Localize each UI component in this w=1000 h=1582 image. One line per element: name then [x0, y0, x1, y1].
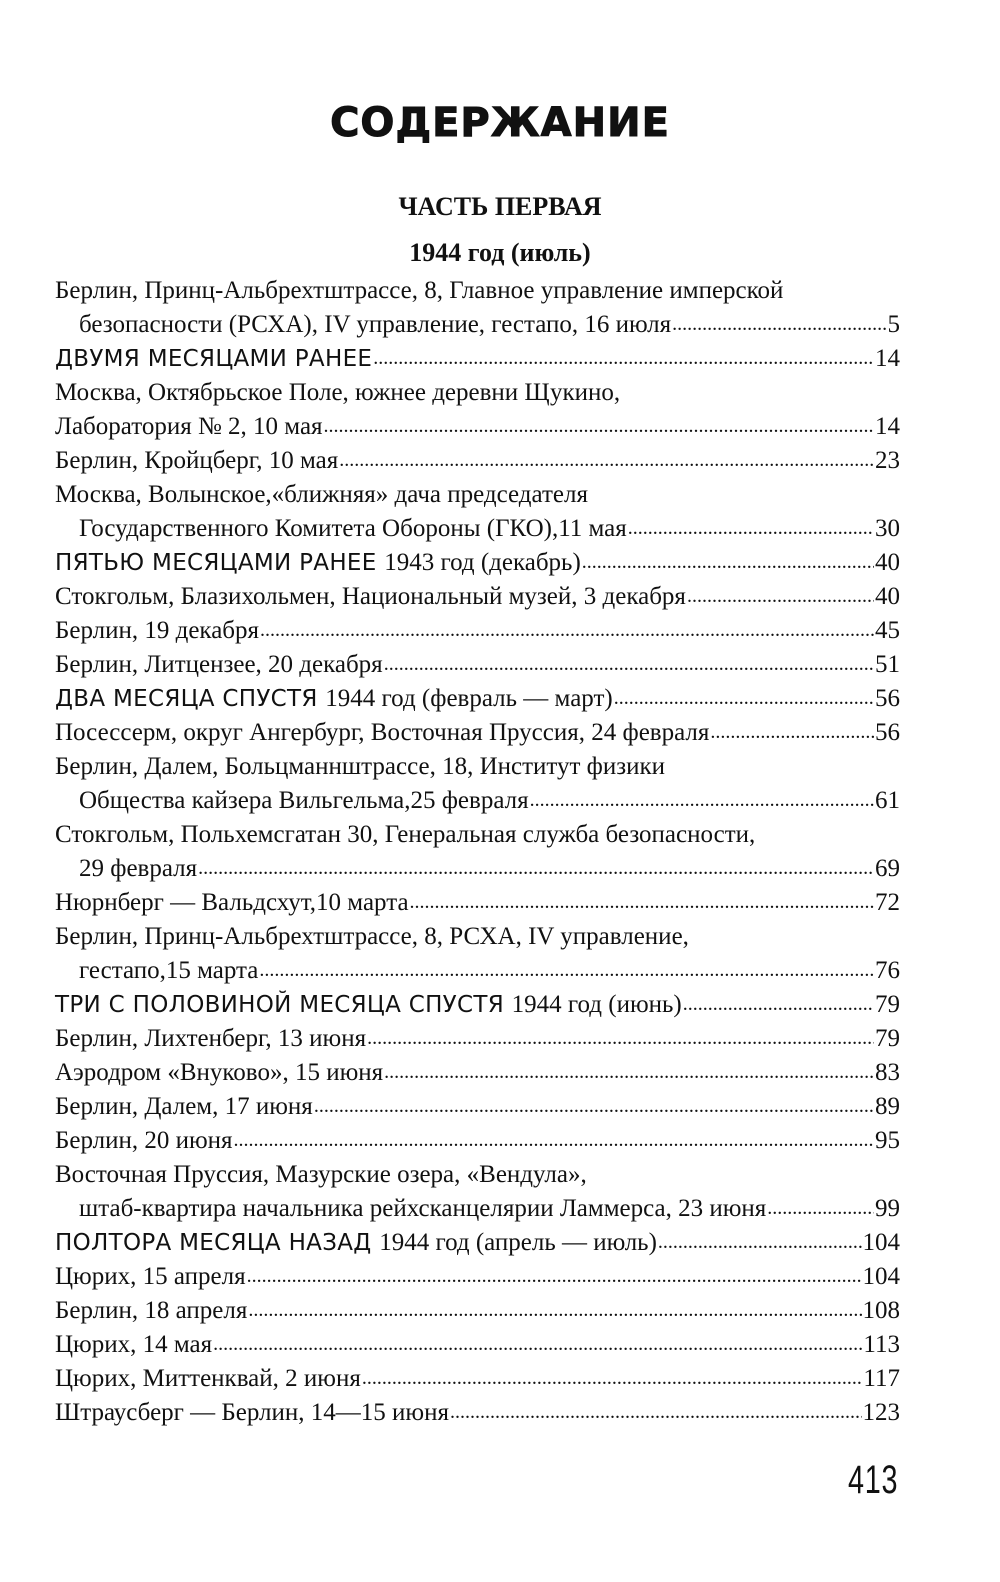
toc-section-text: [55, 988, 682, 1022]
dot-leader: [362, 1360, 863, 1395]
toc-entry-text: Цюрих, 14 мая: [55, 1331, 213, 1358]
toc-section: [55, 342, 900, 376]
dot-leader: [582, 544, 874, 579]
toc-entry-text: гестапо,15 марта: [79, 957, 259, 984]
page-title: СОДЕРЖАНИЕ: [330, 100, 670, 146]
toc-entry: [55, 478, 900, 512]
dot-leader: [198, 850, 874, 885]
toc-page-number: 23: [875, 447, 900, 474]
toc-entry: [55, 818, 900, 852]
dot-leader: [367, 1020, 874, 1055]
toc-section: [55, 546, 900, 580]
toc-entry-text: Лаборатория № 2, 10 мая: [55, 413, 323, 440]
dot-leader: [248, 1292, 861, 1327]
toc-section-title: ПЯТЬЮ МЕСЯЦАМИ РАНЕЕ: [55, 550, 377, 576]
toc-page-number: 14: [875, 345, 900, 372]
part-heading: ЧАСТЬ ПЕРВАЯ: [398, 192, 602, 221]
toc-entry-text: Берлин, Кройцберг, 10 мая: [55, 447, 339, 474]
toc-entry: [55, 410, 900, 444]
toc-entry-text: Берлин, Лихтенберг, 13 июня: [55, 1025, 367, 1052]
dot-leader: [672, 306, 886, 341]
toc-entry: [55, 852, 900, 886]
toc-entry-text: 29 февраля: [79, 855, 198, 882]
toc-page-number: 83: [875, 1059, 900, 1086]
toc-page-number: 123: [862, 1399, 900, 1426]
toc-entry: [55, 308, 900, 342]
toc-page-number: 56: [875, 685, 900, 712]
dot-leader: [384, 646, 874, 681]
dot-leader: [259, 952, 874, 987]
dot-leader: [710, 714, 874, 749]
toc-page-number: 113: [863, 1331, 900, 1358]
table-of-contents: [55, 274, 900, 1430]
dot-leader: [687, 578, 874, 613]
toc-entry: [55, 954, 900, 988]
toc-page-number: 30: [875, 515, 900, 542]
dot-leader: [324, 408, 874, 443]
toc-section-year: 1944 год (июнь): [511, 991, 682, 1018]
toc-entry: [55, 444, 900, 478]
toc-page-number: 61: [875, 787, 900, 814]
dot-leader: [628, 510, 874, 545]
dot-leader: [614, 680, 874, 715]
toc-entry-text: Восточная Пруссия, Мазурские озера, «Вендула»,: [55, 1161, 587, 1188]
toc-page-number: 89: [875, 1093, 900, 1120]
toc-entry: [55, 1396, 900, 1430]
toc-entry-text: Берлин, Далем, Больцманнштрассе, 18, Институт физики: [55, 753, 666, 780]
dot-leader: [260, 612, 874, 647]
toc-entry-text: Берлин, 20 июня: [55, 1127, 233, 1154]
dot-leader: [247, 1258, 862, 1293]
toc-page-number: 5: [887, 311, 900, 338]
toc-entry: [55, 274, 900, 308]
toc-entry-text: Штраусберг — Берлин, 14—15 июня: [55, 1399, 449, 1426]
toc-entry: [55, 512, 900, 546]
toc-page-number: 104: [862, 1263, 900, 1290]
toc-entry-text: Берлин, Литцензее, 20 декабря: [55, 651, 383, 678]
toc-section-year: 1944 год (апрель — июль): [379, 1229, 657, 1256]
dot-leader: [683, 986, 874, 1021]
toc-entry: [55, 1192, 900, 1226]
toc-page-number: 95: [875, 1127, 900, 1154]
toc-page-number: 117: [863, 1365, 900, 1392]
toc-entry-text: безопасности (РСХА), IV управление, гестапо, 16 июля: [79, 311, 672, 338]
toc-section: [55, 682, 900, 716]
toc-page-number: 14: [875, 413, 900, 440]
year-heading: 1944 год (июль): [409, 238, 591, 267]
toc-entry-text: Берлин, Далем, 17 июня: [55, 1093, 313, 1120]
toc-entry-text: Москва, Октябрьское Поле, южнее деревни Щукино,: [55, 379, 621, 406]
dot-leader: [658, 1224, 862, 1259]
toc-page-number: 40: [875, 549, 900, 576]
toc-entry: [55, 376, 900, 410]
toc-page-number: 40: [875, 583, 900, 610]
toc-entry-text: Стокгольм, Польхемсгатан 30, Генеральная служба безопасности,: [55, 821, 756, 848]
dot-leader: [410, 884, 874, 919]
toc-entry-text: Нюрнберг — Вальдсхут,10 марта: [55, 889, 409, 916]
toc-page-number: 72: [875, 889, 900, 916]
toc-entry-text: Берлин, Принц-Альбрехтштрассе, 8, Главное управление имперской: [55, 277, 784, 304]
toc-entry-text: Берлин, 19 декабря: [55, 617, 260, 644]
toc-page-number: 51: [875, 651, 900, 678]
toc-page-number: 69: [875, 855, 900, 882]
toc-entry-text: Цюрих, 15 апреля: [55, 1263, 246, 1290]
toc-entry-text: штаб-квартира начальника рейхсканцелярии Ламмерса, 23 июня: [79, 1195, 767, 1222]
toc-entry: [55, 1362, 900, 1396]
page-number: 413: [848, 1458, 899, 1502]
toc-section-text: ДВУМЯ МЕСЯЦАМИ РАНЕЕ: [55, 346, 373, 372]
toc-entry: [55, 1158, 900, 1192]
toc-section-text: [55, 682, 613, 716]
toc-entry: [55, 614, 900, 648]
dot-leader: [339, 442, 874, 477]
toc-section: [55, 1226, 900, 1260]
dot-leader: [767, 1190, 874, 1225]
toc-entry: [55, 1056, 900, 1090]
toc-entry-text: Посессерм, округ Ангербург, Восточная Пруссия, 24 февраля: [55, 719, 710, 746]
toc-entry: [55, 1328, 900, 1362]
toc-entry-text: Берлин, 18 апреля: [55, 1297, 248, 1324]
toc-section-title: ДВА МЕСЯЦА СПУСТЯ: [55, 686, 318, 712]
toc-entry: [55, 920, 900, 954]
toc-entry: [55, 716, 900, 750]
dot-leader: [234, 1122, 874, 1157]
toc-entry: [55, 750, 900, 784]
toc-entry-text: Общества кайзера Вильгельма,25 февраля: [79, 787, 529, 814]
toc-page-number: 104: [862, 1229, 900, 1256]
toc-page-number: 108: [862, 1297, 900, 1324]
dot-leader: [450, 1394, 862, 1429]
toc-section-text: [55, 546, 581, 580]
dot-leader: [530, 782, 874, 817]
toc-entry: [55, 1022, 900, 1056]
toc-page-number: 45: [875, 617, 900, 644]
dot-leader: [314, 1088, 874, 1123]
toc-entry: [55, 648, 900, 682]
toc-entry-text: Москва, Волынское,«ближняя» дача председателя: [55, 481, 588, 508]
toc-section-text: [55, 1226, 657, 1260]
toc-entry: [55, 580, 900, 614]
toc-entry-text: Берлин, Принц-Альбрехтштрассе, 8, РСХА, IV управление,: [55, 923, 689, 950]
toc-entry-text: Стокгольм, Блазихольмен, Национальный музей, 3 декабря: [55, 583, 686, 610]
dot-leader: [384, 1054, 874, 1089]
toc-page-number: 56: [875, 719, 900, 746]
toc-section-year: 1943 год (декабрь): [384, 549, 581, 576]
toc-page-number: 76: [875, 957, 900, 984]
toc-page-number: 99: [875, 1195, 900, 1222]
toc-section-title: ТРИ С ПОЛОВИНОЙ МЕСЯЦА СПУСТЯ: [55, 992, 504, 1018]
toc-entry: [55, 1090, 900, 1124]
dot-leader: [213, 1326, 862, 1361]
toc-section-title: ПОЛТОРА МЕСЯЦА НАЗАД: [55, 1230, 372, 1256]
toc-entry: [55, 1124, 900, 1158]
toc-entry-text: Аэродром «Внуково», 15 июня: [55, 1059, 384, 1086]
toc-entry: [55, 1260, 900, 1294]
toc-page-number: 79: [875, 1025, 900, 1052]
toc-entry-text: Государственного Комитета Обороны (ГКО),11 мая: [79, 515, 627, 542]
toc-entry: [55, 1294, 900, 1328]
toc-section-year: 1944 год (февраль — март): [325, 685, 613, 712]
toc-page-number: 79: [875, 991, 900, 1018]
toc-entry-text: Цюрих, Миттенквай, 2 июня: [55, 1365, 361, 1392]
toc-entry: [55, 784, 900, 818]
toc-section: [55, 988, 900, 1022]
dot-leader: [373, 340, 874, 375]
toc-entry: [55, 886, 900, 920]
